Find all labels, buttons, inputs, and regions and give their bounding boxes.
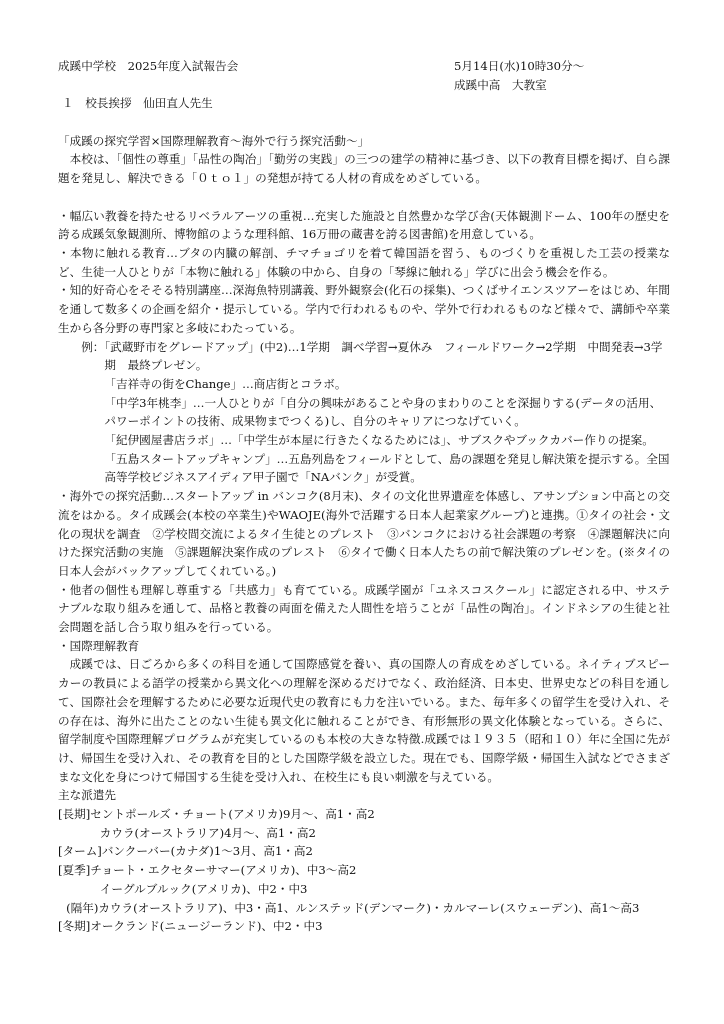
bullet-empathy: ・他者の個性も理解し尊重する「共感力」も育てている。成蹊学園が「ユネスコスクール」に認定される中、サステナブルな取り組みを通して、品格と教養の両面を備えた人間性を培うことが「品性の陶冶」。インドネシアの生徒と社会問題を話し合う取り組みを行っている。 [58,582,670,635]
destinations-heading: 主な派遣先 [58,788,116,803]
bullet-special-lectures: ・知的好奇心をそそる特別講座…深海魚特別講義、野外観察会(化石の採集)、つくばサイエンスツアーをはじめ、年間を通して数多くの企画を紹介・提示している。学内で行われるものや、学外で行われるものなど様々で、講師や卒業生から各分野の専門家と多岐にわたっている。 [58,283,670,335]
event-venue: 成蹊中高 大教室 [454,77,547,92]
theme-title: 「成蹊の探究学習×国際理解教育～海外で行う探究活動～」 [58,133,370,148]
example-main: 例：「武蔵野市をグレードアップ」(中2)…1学期 調べ学習→夏休み フィールドワーク→2学期 中間発表→3学期 最終プレゼン。 [81,339,663,373]
destination-item: [ターム]バンクーバー(カナダ)1～3月、高1・高2 [58,844,313,859]
report-header [58,57,670,76]
intro-paragraph: 本校は、「個性の尊重」「品性の陶冶」「勤労の実践」の三つの建学の精神に基づき、以下の教育目標を掲げ、自ら課題を発見し、解決できる「０ｔｏ１」の発想が持てる人材の育成をめざしている。 [58,152,670,186]
report-page [58,57,670,936]
destination-item: カウラ(オーストラリア)4月～、高1・高2 [99,825,316,840]
example-goto: 「五島スタートアップキャンプ」…五島列島をフィールドとして、島の課題を発見し解決策を提示する。全国高等学校ビジネスアイディア甲子園で「NAバンク」が受賞。 [104,451,670,485]
event-datetime: 5月14日(水)10時30分～ [454,59,585,73]
bullet-overseas-inquiry: ・海外での探究活動…スタートアップ in バンコク(8月末)、タイの文化世界遺産を体感し、アサンプション中高との交流をはかる。タイ成蹊会(本校の卒業生)やWAOJE(海外で活躍する日本人起業家グループ)と連携。①タイの社会・文化の現状を調査 ②学校間交流によるタイ生徒とのプレスト ③バンコクにおける社会課題の考察 ④課題解決に向けた探究活動の実施 ⑤課題解決案作成のプレスト ⑥タイで働く日本人たちの前で解決策のプレゼンを。(※タイの日本人会がバックアップしてくれている。) [58,489,671,578]
example-momo: 「中学3年桃李」…一人ひとりが「自分の興味があることや身のまわりのことを深掘りする(データの活用、パワーポイントの技術、成果物までつくる)し、自分のキャリアにつなげていく。 [104,395,662,429]
report-title: 成蹊中学校 2025年度入試報告会 [58,59,239,73]
intl-paragraph: 成蹊では、日ごろから多くの科目を通して国際感覚を養い、真の国際人の育成をめざしている。ネイティブスピーカーの教員による語学の授業から異文化への理解を深めるだけでなく、政治経済、日本史、世界史などの科目を通して、国際社会を理解するために必要な近現代史の教育にも力を注いでいる。また、毎年多くの留学生を受け入れ、その存在は、海外に出たことのない生徒も異文化に触れることができ、有形無形の異文化体験となっている。さらに、留学制度や国際理解プログラムが充実しているのも本校の大きな特徴.成蹊では１９３５（昭和１０）年に全国に先がけ、帰国生を受け入れ、その教育を目的とした国際学級を設立した。現在でも、国際学級・帰国生入試などでさまざまな文化を身につけて帰国する生徒を受け入れ、在校生にも良い刺激を与えている。 [58,657,670,784]
bullet-liberal-arts: ・幅広い教養を持たせるリベラルアーツの重視…充実した施設と自然豊かな学び舎(天体観測ドーム、100年の歴史を誇る成蹊気象観測所、博物館のような理科館、16万冊の蔵書を誇る図書館)を用意している。 [58,208,670,242]
intl-heading: ・国際理解教育 [58,638,140,653]
destination-item: [夏季]チョート・エクセターサマー(アメリカ)、中3～高2 [58,863,357,878]
spacer [58,188,670,207]
spacer [58,113,670,132]
section-greeting-heading: １ 校長挨拶 仙田直人先生 [62,96,213,111]
destination-item: (隔年)カウラ(オーストラリア)、中3・高1、ルンステッド(デンマーク)・カルマーレ(スウェーデン)、高1～高3 [66,900,640,915]
destination-item: イーグルブルック(アメリカ)、中2・中3 [99,881,308,896]
example-kinokuniya: 「紀伊國屋書店ラボ」…「中学生が本屋に行きたくなるためには」、サブスクやブックカバー作りの提案。 [104,433,654,448]
destination-item: [冬期]オークランド(ニュージーランド)、中2・中3 [58,919,323,934]
bullet-real-experience: ・本物に触れる教育…ブタの内臓の解剖、チマチョゴリを着て韓国語を習う、ものづくりを重視した工芸の授業など、生徒一人ひとりが「本物に触れる」体験の中から、自身の「琴線に触れる」学びに出会う機会を作る。 [58,245,670,279]
example-kichijoji: 「吉祥寺の街をChange」…商店街とコラボ。 [104,376,347,391]
destination-item: [長期]セントポールズ・チョート(アメリカ)9月～、高1・高2 [58,807,375,822]
